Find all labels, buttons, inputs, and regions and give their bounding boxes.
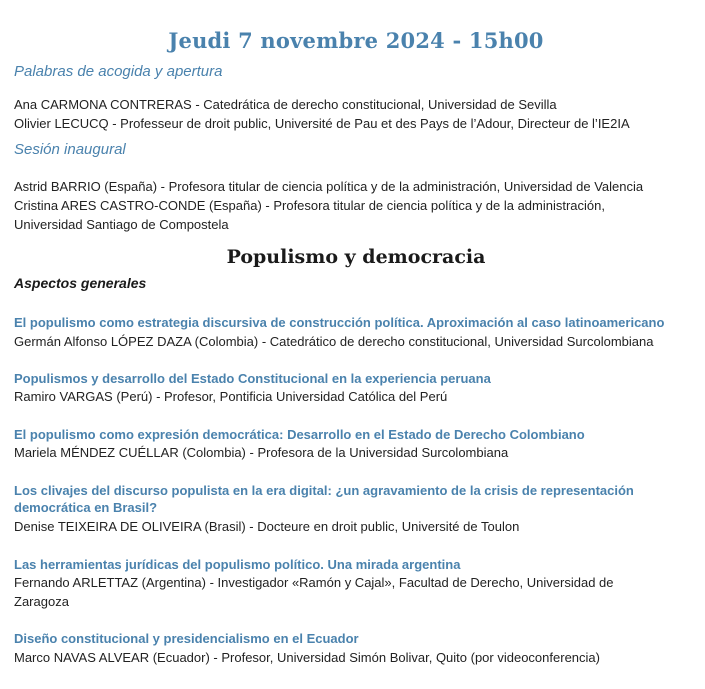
talk-speaker: Fernando ARLETTAZ (Argentina) - Investigador «Ramón y Cajal», Facultad de Derecho, Universidad de xyxy=(14,575,614,590)
talk-speaker-continued: Zaragoza xyxy=(14,594,69,609)
talk-title: El populismo como estrategia discursiva de construcción política. Aproximación al caso latinoamericano xyxy=(14,315,665,330)
talk-speaker: Ramiro VARGAS (Perú) - Profesor, Pontificia Universidad Católica del Perú xyxy=(14,389,448,404)
inaugural-speaker-continued: Universidad Santiago de Compostela xyxy=(14,217,229,232)
talk-speaker: Mariela MÉNDEZ CUÉLLAR (Colombia) - Profesora de la Universidad Surcolombiana xyxy=(14,445,509,460)
subsection-title: Aspectos generales xyxy=(14,275,147,291)
talk-speaker: Denise TEIXEIRA DE OLIVEIRA (Brasil) - Docteure en droit public, Université de Toulon xyxy=(14,519,520,534)
section-title: Populismo y democracia xyxy=(226,246,486,268)
welcome-speaker: Olivier LECUCQ - Professeur de droit public, Université de Pau et des Pays de l’Adour, Directeur de l’IE2IA xyxy=(14,116,630,131)
inaugural-label: Sesión inaugural xyxy=(14,141,126,158)
inaugural-speaker: Astrid BARRIO (España) - Profesora titular de ciencia política y de la administración, Universidad de Valencia xyxy=(14,179,644,194)
welcome-label: Palabras de acogida y apertura xyxy=(14,63,223,80)
talk-title: Las herramientas jurídicas del populismo político. Una mirada argentina xyxy=(14,557,461,572)
inaugural-speaker: Cristina ARES CASTRO-CONDE (España) - Profesora titular de ciencia política y de la administración, xyxy=(14,198,605,213)
talk-speaker: Marco NAVAS ALVEAR (Ecuador) - Profesor, Universidad Simón Bolivar, Quito (por videoconferencia) xyxy=(14,650,600,665)
talk-title: Los clivajes del discurso populista en la era digital: ¿un agravamiento de la crisis de representación xyxy=(14,483,634,498)
talk-title-continued: democrática en Brasil? xyxy=(14,500,158,515)
talk-speaker: Germán Alfonso LÓPEZ DAZA (Colombia) - Catedrático de derecho constitucional, Universidad Surcolombiana xyxy=(14,334,654,349)
talk-title: El populismo como expresión democrática: Desarrollo en el Estado de Derecho Colombiano xyxy=(14,427,585,442)
talk-title: Diseño constitucional y presidencialismo en el Ecuador xyxy=(14,631,359,646)
talk-title: Populismos y desarrollo del Estado Constitucional en la experiencia peruana xyxy=(14,371,491,386)
date-heading: Jeudi 7 novembre 2024 - 15h00 xyxy=(168,28,544,53)
welcome-speaker: Ana CARMONA CONTRERAS - Catedrática de derecho constitucional, Universidad de Sevilla xyxy=(14,97,557,112)
